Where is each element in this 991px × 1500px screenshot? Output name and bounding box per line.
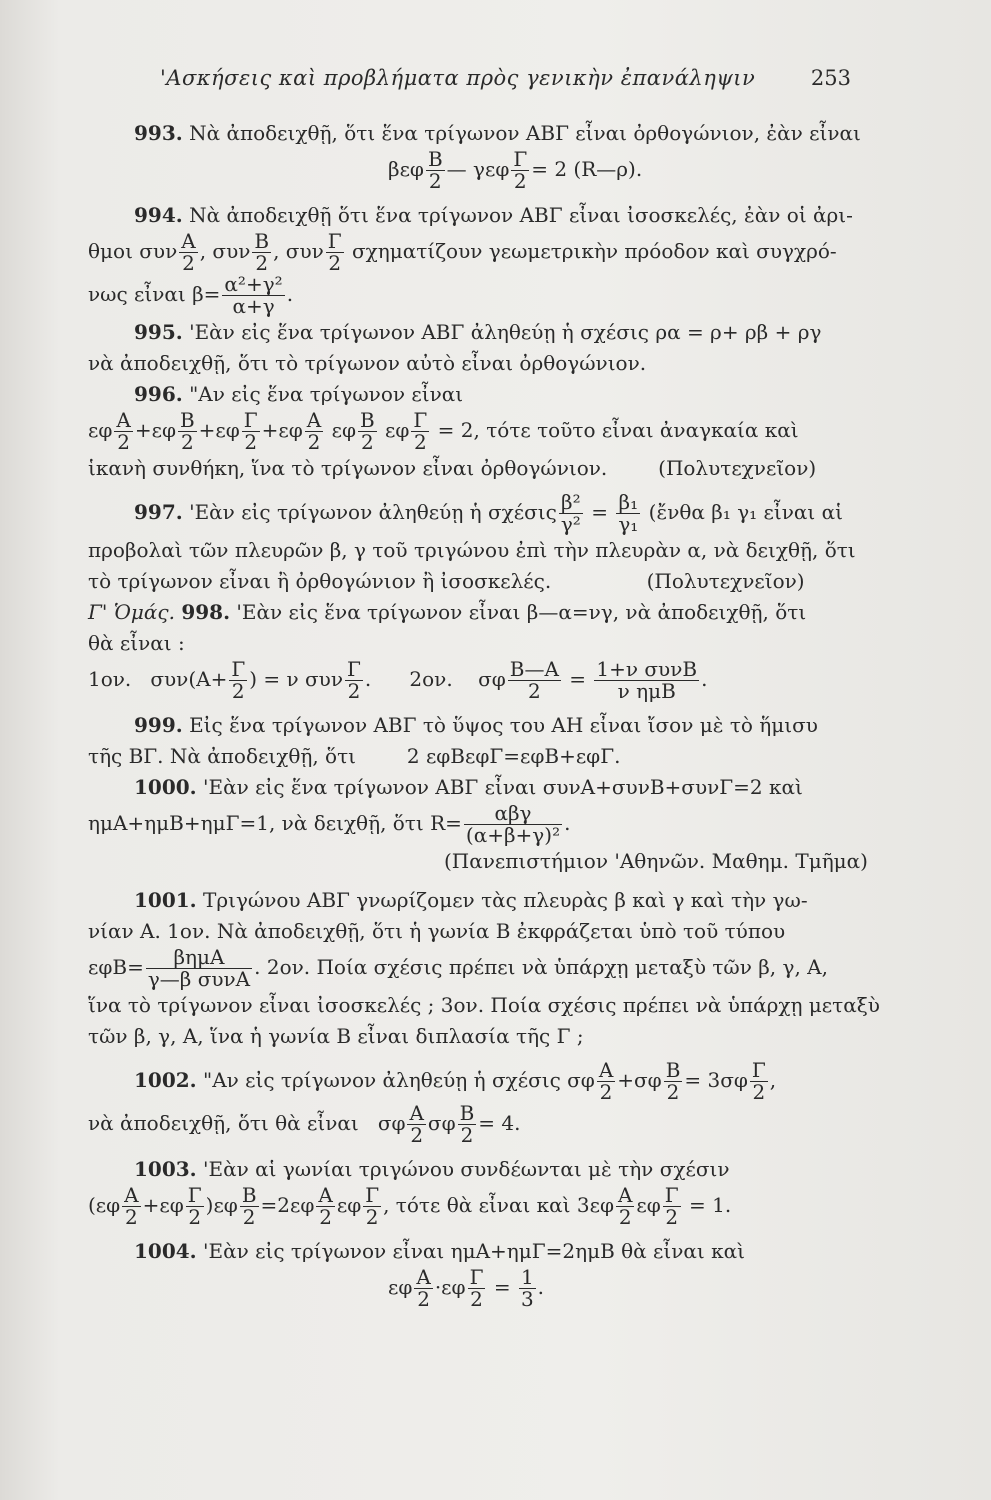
exercise-999: [88, 710, 878, 741]
exercise-997: [88, 492, 878, 535]
numerator: Γ: [413, 408, 428, 432]
fraction: [414, 1267, 432, 1310]
denominator: 2: [307, 430, 321, 454]
denominator: 2: [125, 1205, 138, 1229]
numerator: Γ: [327, 229, 342, 253]
denominator: 2: [347, 679, 361, 703]
numerator: Γ: [231, 657, 246, 681]
math-text: εφ: [331, 418, 356, 442]
denominator: 2: [182, 251, 195, 275]
numerator: α²+γ²: [224, 272, 283, 296]
denominator: 2: [527, 679, 541, 703]
formula-996: [88, 410, 878, 453]
math-text: (ἔνθα β₁ γ₁ εἶναι αἱ: [648, 500, 843, 524]
math-text: +εφ: [142, 1193, 184, 1217]
denominator: 2: [470, 1287, 483, 1311]
fraction: [511, 149, 529, 192]
math-text: , συν: [199, 239, 251, 263]
denominator: 2: [618, 1205, 632, 1229]
exercise-1000: [88, 772, 878, 803]
exercise-998: [88, 597, 878, 628]
exercise-number: 994.: [134, 203, 183, 227]
denominator: 2: [414, 430, 427, 454]
exercise-1002: [88, 1060, 878, 1103]
fraction: [358, 410, 377, 453]
math-text: .: [701, 667, 708, 691]
text-line: [88, 566, 878, 597]
numerator: Α: [116, 408, 131, 432]
text-line: Νὰ ἀποδειχθῇ, ὅτι ἕνα τρίγωνον ΑΒΓ εἶναι ὀρθογώνιον, ἐὰν εἶναι: [189, 121, 861, 145]
fraction: [468, 1267, 486, 1310]
source-note: (Πανεπιστήμιον 'Αθηνῶν. Μαθημ. Τμῆμα): [443, 849, 868, 873]
math-text: εφ: [636, 1193, 661, 1217]
denominator: 2: [188, 1205, 202, 1229]
exercise-994: [88, 200, 878, 231]
text-line: 'Εὰν εἰς ἕνα τρίγωνον εἶναι β—α=νγ, νὰ ἀποδειχθῇ, ὅτι: [236, 600, 807, 624]
fraction: [750, 1060, 768, 1103]
text-line: 'Εὰν εἰς τρίγωνον εἶναι ημΑ+ημΓ=2ημΒ θὰ εἶναι καὶ: [203, 1239, 745, 1263]
math-text: .: [286, 282, 294, 306]
text-line: νὰ ἀποδειχθῇ, ὅτι τὸ τρίγωνον αὐτὸ εἶναι ὀρθογώνιον.: [88, 351, 647, 375]
denominator: 3: [520, 1287, 534, 1311]
text-line: Εἰς ἕνα τρίγωνον ΑΒΓ τὸ ὕψος του ΑΗ εἶναι ἴσον μὲ τὸ ἥμισυ: [189, 713, 818, 737]
math-text: . 2ον. Ποία σχέσις πρέπει νὰ ὑπάρχῃ μεταξὺ τῶν β, γ, Α,: [254, 955, 828, 979]
text-line: 'Εὰν εἰς ἕνα τρίγωνον ΑΒΓ ἀληθεύῃ ἡ σχέσις ρα = ρ+ ρβ + ργ: [189, 320, 822, 344]
running-header: 'Ασκήσεις καὶ προβλήματα πρὸς γενικὴν ἐπανάληψιν: [160, 66, 756, 90]
math-text: σφ: [478, 667, 506, 691]
math-text: νως εἶναι β=: [88, 282, 221, 306]
math-text: =: [591, 500, 608, 524]
fraction: [597, 1060, 615, 1103]
source-note: (Πολυτεχνεῖον): [658, 456, 817, 480]
exercise-996: [88, 379, 878, 410]
denominator: 2: [410, 1123, 424, 1147]
formula-1004: [88, 1267, 878, 1310]
fraction: [146, 947, 252, 990]
fraction: [663, 1185, 681, 1228]
formula-1003: [88, 1185, 878, 1228]
numerator: Α: [617, 1183, 633, 1207]
text-line: [88, 231, 878, 274]
denominator: γ₁: [618, 512, 639, 536]
math-text: εφΒ=: [88, 955, 144, 979]
numerator: Α: [598, 1058, 614, 1082]
numerator: Β: [459, 1101, 475, 1125]
fraction: [594, 659, 699, 702]
denominator: 2: [460, 1123, 474, 1147]
text-line: [88, 741, 878, 772]
fraction: [559, 492, 583, 535]
numerator: Α: [416, 1265, 431, 1289]
denominator: γ²: [560, 512, 581, 536]
exercise-1004: [88, 1236, 878, 1267]
math-text: (εφ: [88, 1193, 121, 1217]
exercise-number: 993.: [134, 121, 183, 145]
page-number: 253: [810, 66, 851, 90]
numerator: Β—Α: [509, 657, 559, 681]
numerator: Γ: [187, 1183, 202, 1207]
math-text: .: [537, 1275, 545, 1299]
text-line: 'Εὰν αἱ γωνίαι τριγώνου συνδέωνται μὲ τὴν σχέσιν: [203, 1157, 730, 1181]
math-text: εφ: [336, 1193, 362, 1217]
denominator: 2: [417, 1287, 430, 1311]
fraction: [316, 1185, 334, 1228]
numerator: Γ: [347, 657, 361, 681]
numerator: Γ: [664, 1183, 679, 1207]
text-line: προβολαὶ τῶν πλευρῶν β, γ τοῦ τριγώνου ἐπὶ τὴν πλευρὰν α, νὰ δειχθῇ, ὅτι: [88, 538, 856, 562]
fraction: [664, 1060, 683, 1103]
fraction: [178, 410, 197, 453]
math-text: 'Εὰν εἰς τρίγωνον ἀληθεύῃ ἡ σχέσις: [189, 500, 557, 524]
fraction: [179, 231, 197, 274]
fraction: [411, 410, 429, 453]
fraction: [252, 231, 271, 274]
math-text: σφ: [567, 1068, 595, 1092]
fraction: [508, 659, 561, 702]
denominator: 2: [428, 169, 442, 193]
math-text: )εφ: [205, 1193, 238, 1217]
exercise-number: 1003.: [134, 1157, 197, 1181]
numerator: β²: [559, 492, 583, 514]
exercise-number: 1001.: [134, 888, 197, 912]
fraction: [305, 410, 323, 453]
math-text: = 3σφ: [684, 1068, 748, 1092]
math-text: ἱκανὴ συνθήκη, ἵνα τὸ τρίγωνον εἶναι ὀρθογώνιον.: [88, 456, 608, 480]
denominator: 2: [244, 430, 258, 454]
exercises-text: [88, 118, 878, 1310]
fraction: [407, 1103, 425, 1146]
text-line: [88, 947, 878, 990]
exercise-number: 996.: [134, 382, 183, 406]
numerator: Β: [254, 229, 270, 253]
text-line: Τριγώνου ΑΒΓ γνωρίζομεν τὰς πλευρὰς β καὶ γ καὶ τὴν γω-: [203, 888, 808, 912]
numerator: Γ: [751, 1058, 766, 1082]
exercise-993: [88, 118, 878, 149]
text-line: "Αν εἰς ἕνα τρίγωνον εἶναι: [189, 382, 464, 406]
formula-998: 1ον. συν(Α+ $\frac{\Gamma}{2}$ ) = ν συν $\frac{\Gamma}{2}$ . 2ον. σφ $\frac{B—A}{2}$ = $\frac{\text{1+ν συνΒ}}{\text{ν ημΒ}}$ .: [88, 657, 708, 703]
fraction: [229, 659, 247, 702]
fraction: [616, 492, 640, 535]
math-text: +εφ: [198, 418, 240, 442]
math-text: =: [569, 667, 587, 691]
fraction: [326, 231, 344, 274]
denominator: (α+β+γ)²: [465, 823, 561, 847]
fraction: [345, 659, 363, 702]
text-line: [88, 274, 878, 317]
fraction: [222, 274, 284, 317]
math-text: , συν: [273, 239, 324, 263]
numerator: 1+ν συνΒ: [596, 657, 698, 681]
numerator: β₁: [616, 492, 640, 514]
fraction: [426, 149, 445, 192]
fraction: [240, 1185, 259, 1228]
exercise-number: 1004.: [134, 1239, 197, 1263]
denominator: 2: [665, 1205, 679, 1229]
denominator: 2: [752, 1080, 766, 1104]
exercise-number: 999.: [134, 713, 183, 737]
denominator: 2: [360, 430, 374, 454]
group-heading: Γ' Ὁμάς.: [88, 600, 175, 624]
denominator: γ—β συνΑ: [147, 967, 251, 991]
source-note: (Πολυτεχνεῖον): [646, 569, 805, 593]
math-text: = 2 (R—ρ).: [531, 157, 643, 181]
text-line: Νὰ ἀποδειχθῇ ὅτι ἕνα τρίγωνον ΑΒΓ εἶναι ἰσοσκελές, ἐὰν οἱ ἀρι-: [189, 203, 853, 227]
fraction: [242, 410, 260, 453]
text-line: ἵνα τὸ τρίγωνον εἶναι ἰσοσκελές ; 3ον. Ποία σχέσις πρέπει νὰ ὑπάρχῃ μεταξὺ: [88, 993, 880, 1017]
denominator: 2: [319, 1205, 332, 1229]
denominator: 2: [255, 251, 269, 275]
denominator: ν ημΒ: [617, 679, 676, 703]
numerator: αβγ: [464, 803, 562, 825]
text-line: [88, 1103, 878, 1146]
numerator: Β: [179, 408, 195, 432]
fraction: [519, 1267, 536, 1310]
numerator: Α: [181, 229, 196, 253]
numerator: βημΑ: [146, 947, 252, 969]
math-text: εφ: [385, 418, 410, 442]
math-text: σχηματίζουν γεωμετρικὴν πρόοδον καὶ συγχρό-: [352, 239, 837, 263]
exercise-1003: [88, 1154, 878, 1185]
exercise-number: 995.: [134, 320, 183, 344]
numerator: Β: [665, 1058, 681, 1082]
math-text: ,: [769, 1068, 777, 1092]
math-text: = 4.: [478, 1111, 521, 1135]
math-text: +εφ: [261, 418, 303, 442]
fraction: [464, 803, 562, 846]
math-text: τῆς ΒΓ. Νὰ ἀποδειχθῇ, ὅτι: [88, 744, 356, 768]
math-text: σφ: [377, 1111, 406, 1135]
math-text: ημΑ+ημΒ+ημΓ=1, νὰ δειχθῇ, ὅτι R=: [88, 811, 462, 835]
numerator: Β: [241, 1183, 257, 1207]
exercise-number: 998.: [181, 600, 231, 624]
denominator: 2: [231, 679, 245, 703]
text-line: νίαν Α. 1ον. Νὰ ἀποδειχθῇ, ὅτι ἡ γωνία Β ἐκφράζεται ὑπὸ τοῦ τύπου: [88, 919, 786, 943]
exercise-995: [88, 317, 878, 348]
numerator: Α: [306, 408, 322, 432]
math-text: 2ον.: [409, 667, 453, 691]
math-text: θμοι συν: [88, 239, 178, 263]
math-text: +εφ: [134, 418, 176, 442]
math-text: "Αν εἰς τρίγωνον ἀληθεύῃ ἡ σχέσις: [203, 1068, 561, 1092]
denominator: 2: [242, 1205, 256, 1229]
exercise-number: 997.: [134, 500, 183, 524]
fraction: [122, 1185, 140, 1228]
fraction: [616, 1185, 634, 1228]
math-text: =2εφ: [260, 1193, 315, 1217]
math-text: εφ: [388, 1275, 413, 1299]
denominator: 2: [666, 1080, 680, 1104]
math-text: συν(Α+: [150, 667, 228, 691]
math-text: σφ: [427, 1111, 456, 1135]
math-text: 1ον.: [88, 667, 132, 691]
fraction: [186, 1185, 204, 1228]
denominator: 2: [599, 1080, 613, 1104]
numerator: Α: [318, 1183, 333, 1207]
math-text: βεφ: [388, 157, 424, 181]
exercise-number: 1000.: [134, 775, 197, 799]
fraction: [458, 1103, 477, 1146]
numerator: Β: [427, 147, 443, 171]
math-text: 2 εφΒεφΓ=εφΒ+εφΓ.: [406, 744, 621, 768]
denominator: 2: [117, 430, 130, 454]
numerator: 1: [520, 1265, 534, 1289]
numerator: Α: [124, 1183, 139, 1207]
denominator: α+γ: [232, 294, 275, 318]
math-text: ·εφ: [434, 1275, 466, 1299]
numerator: Γ: [365, 1183, 380, 1207]
text-line: [88, 453, 878, 484]
text-line: ημΑ+ημΒ+ημΓ=1, νὰ δειχθῇ, ὅτι R= $\frac{\text{αβγ}}{\text{(α+β+γ)²}}$ .: [88, 801, 571, 847]
fraction: [114, 410, 132, 453]
text-line: τῶν β, γ, Α, ἵνα ἡ γωνία Β εἶναι διπλασία τῆς Γ ;: [88, 1024, 584, 1048]
denominator: 2: [513, 169, 527, 193]
formula-993: [88, 149, 878, 192]
numerator: Β: [359, 408, 375, 432]
math-text: = 2, τότε τοῦτο εἶναι ἀναγκαία καὶ: [437, 418, 799, 442]
math-text: ) = ν συν: [249, 667, 343, 691]
denominator: 2: [328, 251, 342, 275]
text-line: 'Εὰν εἰς ἕνα τρίγωνον ΑΒΓ εἶναι συνΑ+συνΒ+συνΓ=2 καὶ: [203, 775, 803, 799]
numerator: Γ: [469, 1265, 484, 1289]
math-text: — γεφ: [446, 157, 510, 181]
denominator: 2: [180, 430, 194, 454]
math-text: , τότε θὰ εἶναι καὶ 3εφ: [383, 1193, 614, 1217]
fraction: [363, 1185, 381, 1228]
math-text: νὰ ἀποδειχθῇ, ὅτι θὰ εἶναι: [88, 1111, 359, 1135]
exercise-1001: [88, 885, 878, 916]
numerator: Γ: [513, 147, 528, 171]
numerator: Γ: [243, 408, 258, 432]
math-text: εφ: [88, 418, 113, 442]
numerator: Α: [409, 1101, 424, 1125]
denominator: 2: [365, 1205, 379, 1229]
exercise-number: 1002.: [134, 1068, 197, 1092]
math-text: = 1.: [689, 1193, 732, 1217]
text-line: θὰ εἶναι :: [88, 631, 185, 655]
math-text: =: [493, 1275, 511, 1299]
math-text: +σφ: [617, 1068, 662, 1092]
math-text: τὸ τρίγωνον εἶναι ἢ ὀρθογώνιον ἢ ἰσοσκελές.: [88, 569, 552, 593]
